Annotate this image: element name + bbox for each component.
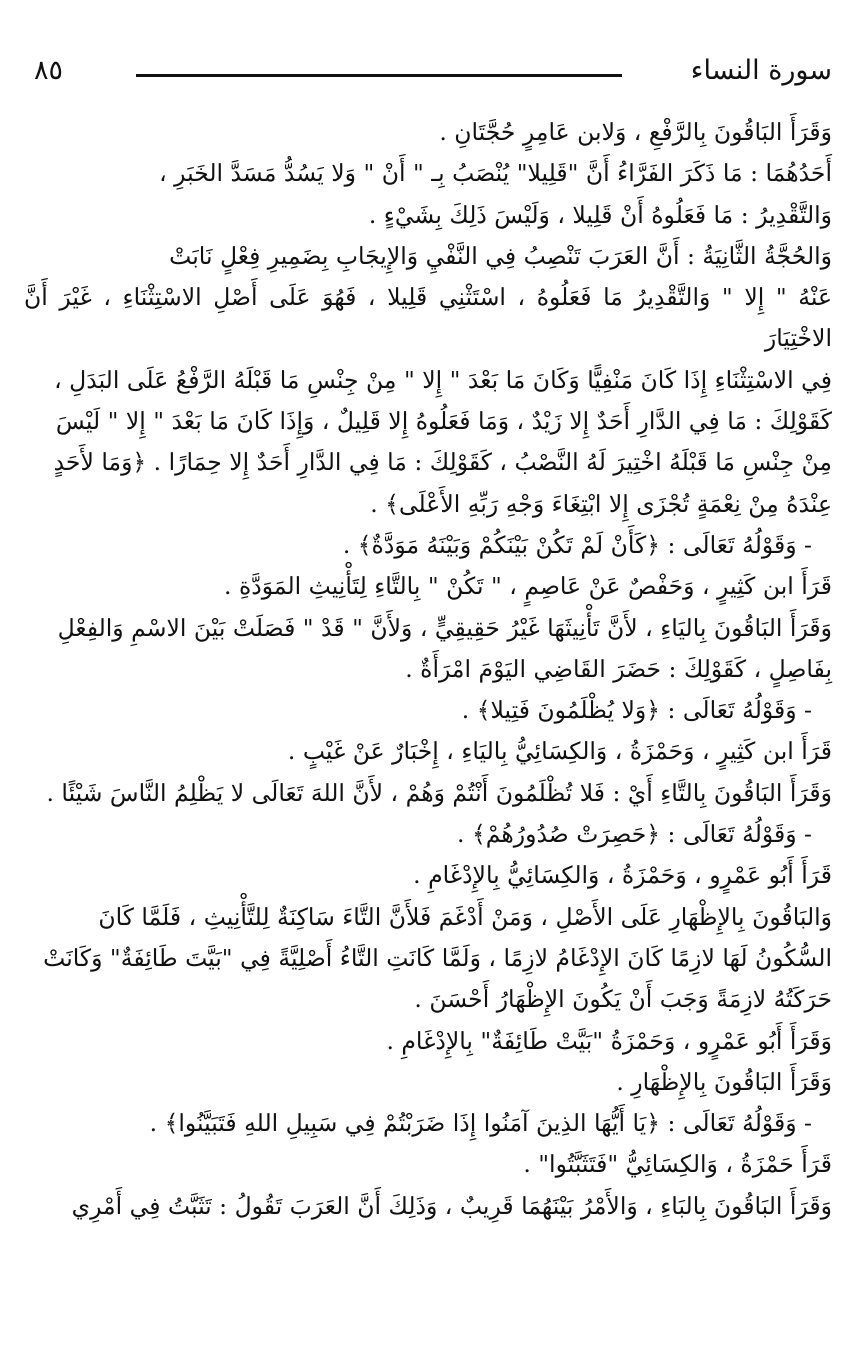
text-line: وَقَرَأَ البَاقُونَ بِالتَّاءِ أَيْ : فَلا تُظْلَمُونَ أَنْتُمْ وَهُمْ ، لأَنَّ اللهَ تَعَالَى لا يَظْلِمُ النَّاسَ شَيْئًا . <box>46 778 832 807</box>
text-line: أَحَدُهُمَا : مَا ذَكَرَ الفَرَّاءُ أَنَّ "قَلِيلا" يُنْصَبُ بِـ " أَنْ " وَلا يَسُدُّ مَسَدَّ الخَبَرِ ، <box>159 159 832 188</box>
text-line: فِي الاسْتِثْنَاءِ إِذَا كَانَ مَنْفِيًّا وَكَانَ مَا بَعْدَ " إِلا " مِنْ جِنْسِ مَا قَبْلَهُ الرَّفْعُ عَلَى البَدَلِ ، <box>54 365 832 394</box>
text-line: وَقَرَأَ البَاقُونَ بِاليَاءِ ، لأَنَّ تَأْنِيثَهَا غَيْرُ حَقِيقِيٍّ ، وَلأَنَّ " قَدْ " فَصَلَتْ بَيْنَ الاسْمِ وَالفِعْلِ <box>57 613 832 642</box>
page-number: ٨٥ <box>34 55 64 86</box>
text-line: - وَقَوْلُهُ تَعَالَى : ﴿حَصِرَتْ صُدُورُهُمْ﴾ . <box>457 820 812 849</box>
header-rule <box>136 74 622 77</box>
text-line: حَرَكَتُهُ لازِمَةً وَجَبَ أَنْ يَكُونَ الإِظْهَارُ أَحْسَنَ . <box>414 985 832 1014</box>
page-header <box>26 52 832 92</box>
text-line: - وَقَوْلُهُ تَعَالَى : ﴿وَلا يُظْلَمُونَ فَتِيلا﴾ . <box>461 696 812 725</box>
text-line: عَنْهُ " إِلا " وَالتَّقْدِيرُ مَا فَعَلُوهُ ، اسْتَثْنِي قَلِيلا ، فَهُوَ عَلَى أَصْلِ الاسْتِثْنَاءِ ، غَيْرَ أَنَّ الاخْتِيَارَ <box>24 283 832 353</box>
text-line: وَالتَّقْدِيرُ : مَا فَعَلُوهُ أَنْ قَلِيلا ، وَلَيْسَ ذَلِكَ بِشَيْءٍ . <box>368 200 832 229</box>
text-line: عِنْدَهُ مِنْ نِعْمَةٍ تُجْزَى إِلا ابْتِغَاءَ وَجْهِ رَبِّهِ الأَعْلَى﴾ . <box>370 489 832 518</box>
text-line: قَرَأَ أَبُو عَمْرٍو ، وَحَمْزَةُ ، وَالكِسَائِيُّ بِالإِدْغَامِ . <box>413 861 832 890</box>
body-text <box>24 112 832 1227</box>
text-line: وَالبَاقُونَ بِالإِظْهَارِ عَلَى الأَصْلِ ، وَمَنْ أَدْغَمَ فَلأَنَّ التَّاءَ سَاكِنَةٌ لِلتَّأْنِيثِ ، فَلَمَّا كَانَ <box>98 902 832 931</box>
text-line: وَقَرَأَ البَاقُونَ بِالرَّفْعِ ، وَلابن عَامِرٍ حُجَّتَانِ . <box>439 118 832 146</box>
text-line: وَقَرَأَ أَبُو عَمْرٍو ، وَحَمْزَةُ "بَيَّتْ طَائِفَةٌ" بِالإِدْغَامِ . <box>386 1026 832 1055</box>
text-line: قَرَأَ ابن كَثِيرٍ ، وَحَمْزَةُ ، وَالكِسَائِيُّ بِاليَاءِ ، إِخْبَارٌ عَنْ غَيْبٍ . <box>287 737 832 766</box>
surah-title: سورة النساء <box>690 55 832 86</box>
text-line: - وَقَوْلُهُ تَعَالَى : ﴿يَا أَيُّهَا الذِينَ آمَنُوا إِذَا ضَرَبْتُمْ فِي سَبِيلِ اللهِ فَتَبَيَّنُوا﴾ . <box>149 1109 812 1138</box>
text-line: - وَقَوْلُهُ تَعَالَى : ﴿كَأَنْ لَمْ تَكُنْ بَيْنَكُمْ وَبَيْنَهُ مَوَدَّةٌ﴾ . <box>342 530 812 559</box>
text-line: وَقَرَأَ البَاقُونَ بِالإِظْهَارِ . <box>616 1067 832 1096</box>
text-line: كَقَوْلِكَ : مَا فِي الدَّارِ أَحَدٌ إِلا زَيْدٌ ، وَمَا فَعَلُوهُ إِلا قَلِيلٌ ، وَإِذَا كَانَ مَا بَعْدَ " إِلا " لَيْسَ <box>55 407 832 436</box>
text-line: وَقَرَأَ البَاقُونَ بِالبَاءِ ، وَالأَمْرُ بَيْنَهُمَا قَرِيبٌ ، وَذَلِكَ أَنَّ العَرَبَ تَقُولُ : تَثَبَّتُ فِي أَمْرِي <box>71 1191 832 1220</box>
text-line: قَرَأَ حَمْزَةُ ، وَالكِسَائِيُّ "فَتَثَبَّتُوا" . <box>523 1150 832 1179</box>
text-line: بِفَاصِلٍ ، كَقَوْلِكَ : حَضَرَ القَاضِي اليَوْمَ امْرَأَةٌ . <box>405 654 832 683</box>
text-line: السُّكُونُ لَهَا لازِمًا كَانَ الإِدْغَامُ لازِمًا ، وَلَمَّا كَانَتِ التَّاءُ أَصْلِيَّةً فِي "بَيَّتَ طَائِفَةٌ" وَكَانَتْ <box>43 943 832 972</box>
text-line: مِنْ جِنْسِ مَا قَبْلَهُ اخْتِيرَ لَهُ النَّصْبُ ، كَقَوْلِكَ : مَا فِي الدَّارِ أَحَدٌ إِلا حِمَارًا . ﴿وَمَا لأَحَدٍ <box>53 448 832 477</box>
text-line: وَالحُجَّةُ الثَّانِيَةُ : أَنَّ العَرَبَ تَنْصِبُ فِي النَّفْيِ وَالإِيجَابِ بِضَمِيرِ فِعْلٍ نَابَتْ <box>169 241 832 270</box>
text-line: قَرَأَ ابن كَثِيرٍ ، وَحَفْصٌ عَنْ عَاصِمٍ ، " تَكُنْ " بِالتَّاءِ لِتَأْنِيثِ المَوَدَّةِ . <box>224 572 832 601</box>
